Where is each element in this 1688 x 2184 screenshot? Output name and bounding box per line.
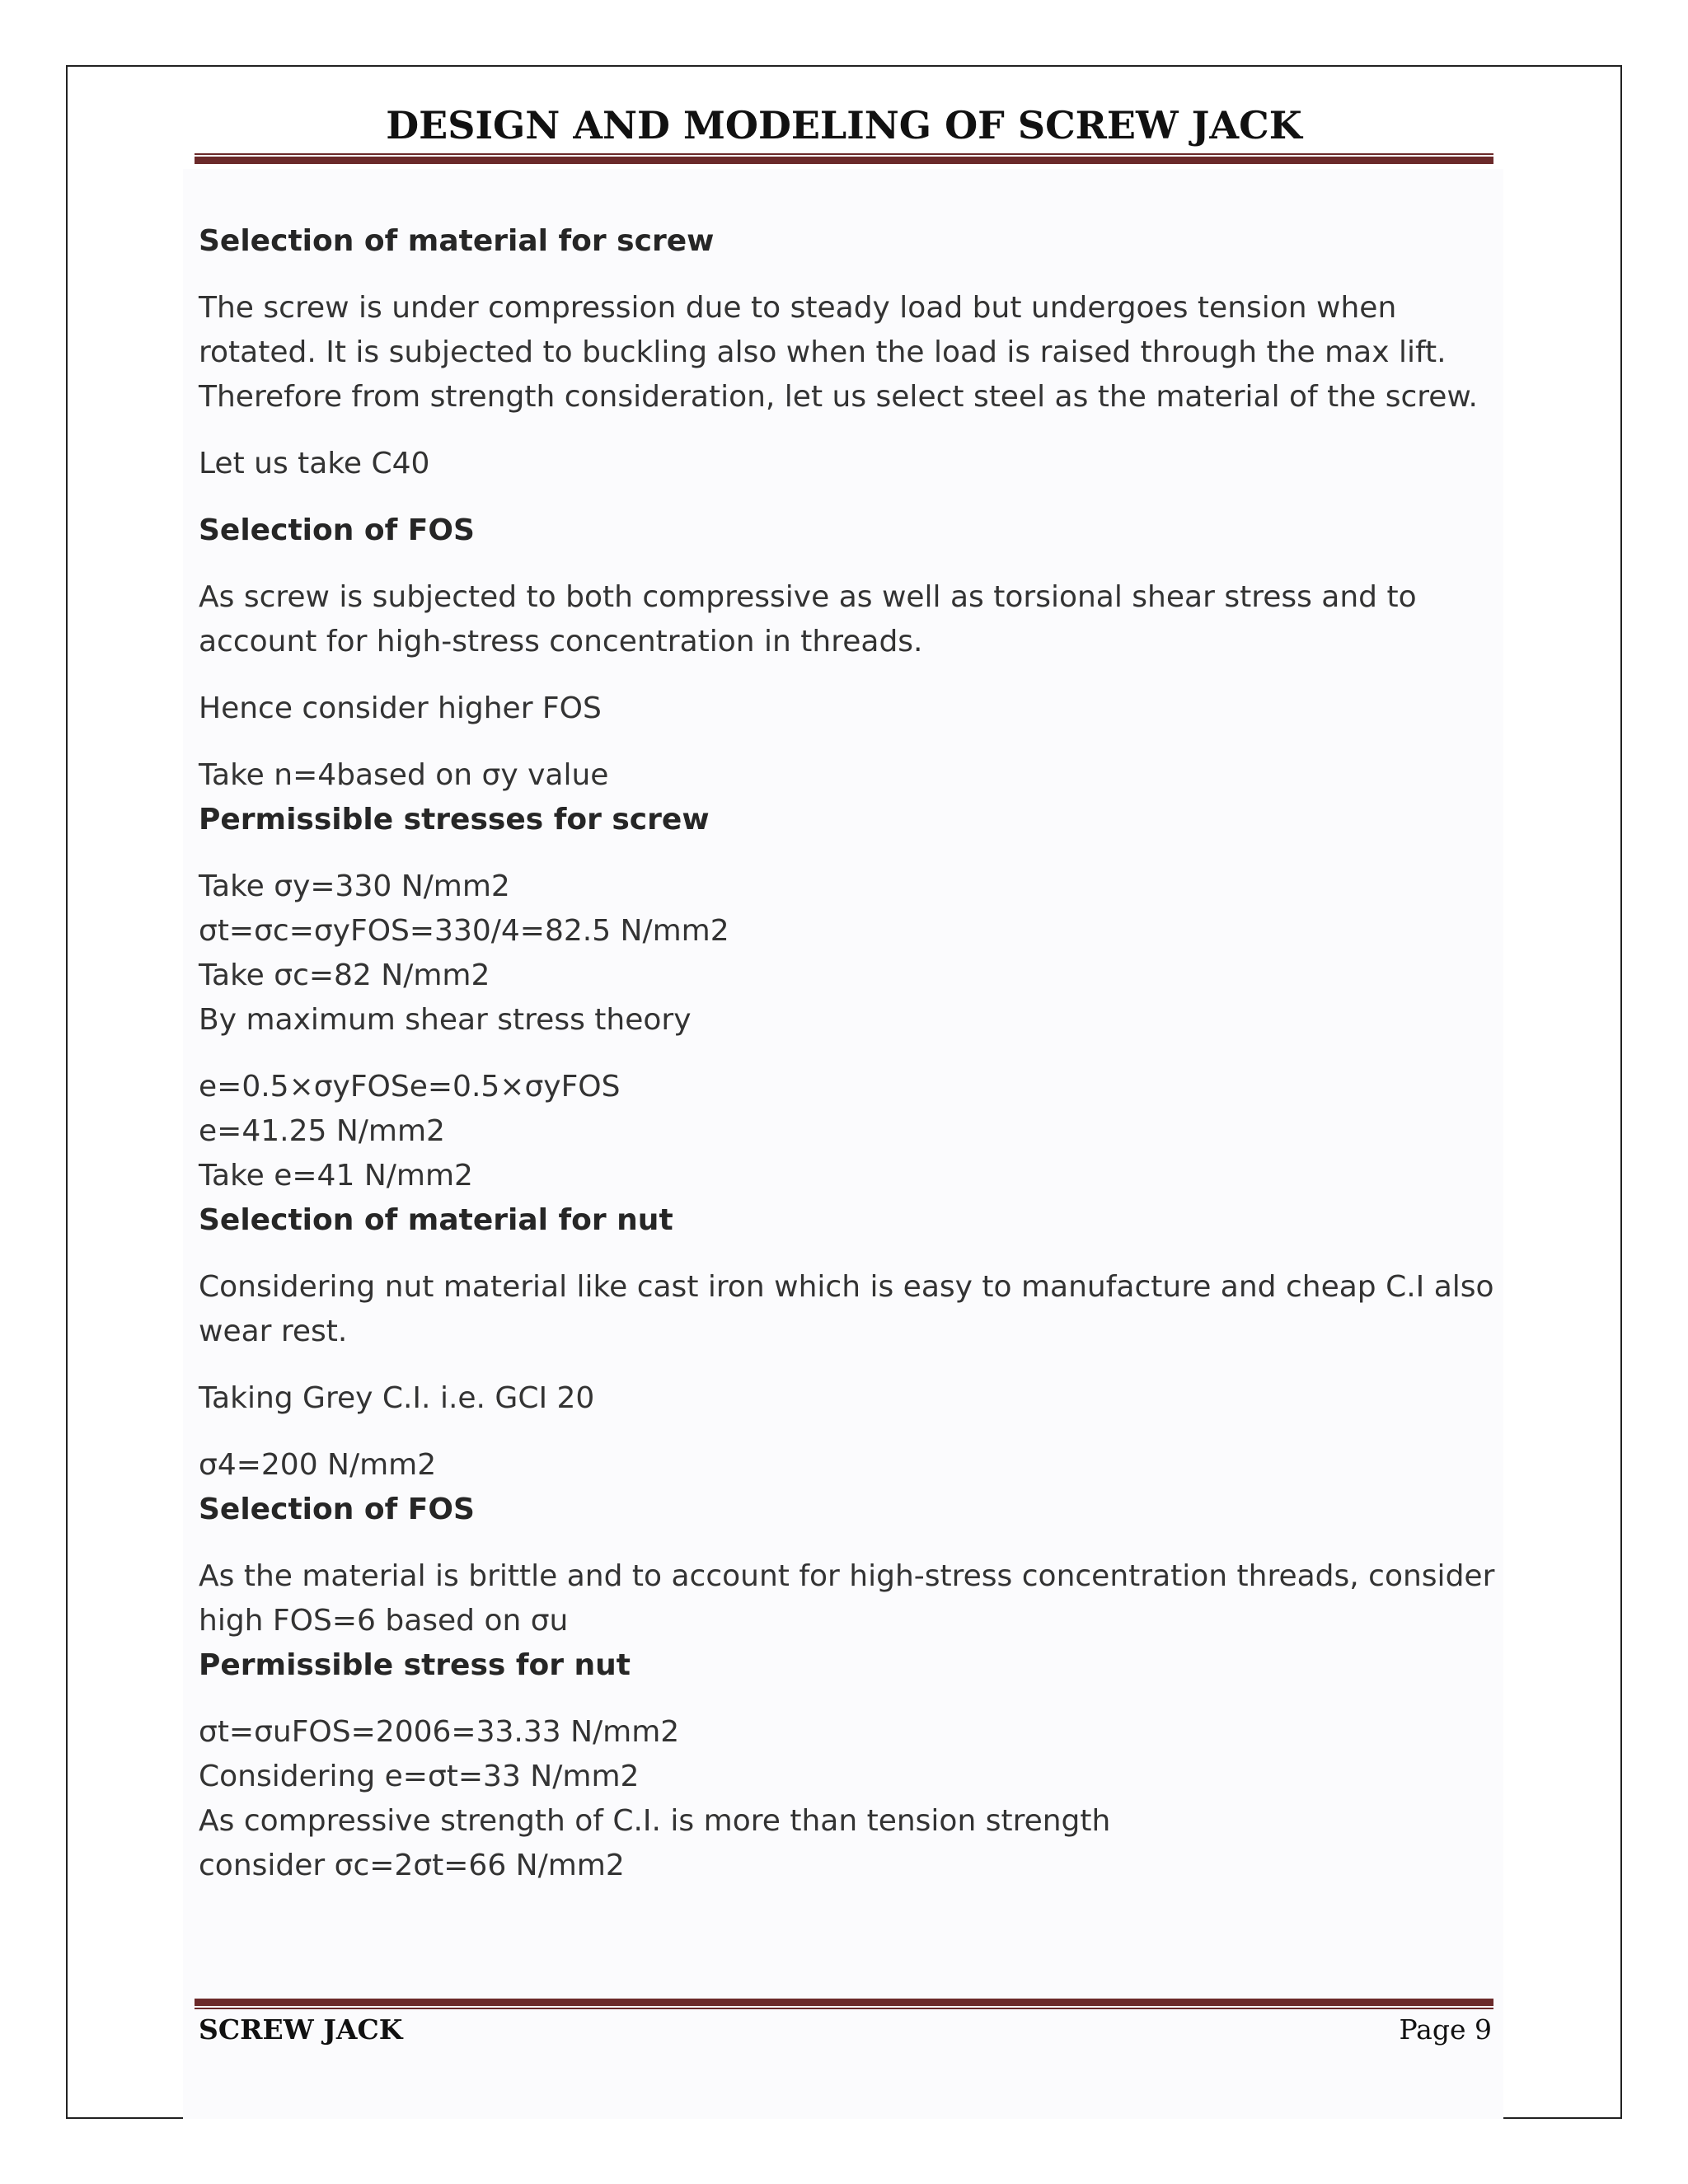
section-heading-material-nut: Selection of material for nut [199,1203,673,1237]
page-header-title: DESIGN AND MODELING OF SCREW JACK [386,103,1302,148]
section-heading-permissible-nut: Permissible stress for nut [199,1648,631,1682]
paragraph-take-n4: Take n=4based on σy value [199,758,609,792]
equation-sigma-c-nut: consider σc=2σt=66 N/mm2 [199,1849,625,1882]
equation-e-value: e=41.25 N/mm2 [199,1114,445,1148]
paragraph-take-c40: Let us take C40 [199,447,430,480]
paragraph-higher-fos: Hence consider higher FOS [199,691,602,725]
paragraph-fos-reason: As screw is subjected to both compressive as well as torsional shear stress and to account for high-stress concentration in threads. [199,580,1417,658]
paragraph-screw-compression: The screw is under compression due to steady load but undergoes tension when rotated. It is subjected to buckling also when the load is raised through the max lift. Therefore from strength consideration, let us select steel as the material of the screw. [199,291,1478,414]
equation-considering-e: Considering e=σt=33 N/mm2 [199,1760,640,1793]
footer-rule-thick [195,1999,1493,2006]
equation-sigma-t: σt=σc=σyFOS=330/4=82.5 N/mm2 [199,914,729,948]
header-rule-thick [195,157,1493,164]
paragraph-grey-ci: Taking Grey C.I. i.e. GCI 20 [199,1381,595,1415]
equation-sigma-t-nut: σt=σuFOS=2006=33.33 N/mm2 [199,1715,680,1749]
footer-rule-thin [195,2008,1493,2009]
document-body [199,219,1501,1888]
section-heading-fos: Selection of FOS [199,513,475,547]
section-heading-material-screw: Selection of material for screw [199,224,715,258]
equation-e-formula: e=0.5×σyFOSe=0.5×σyFOS [199,1070,621,1104]
paragraph-max-shear: By maximum shear stress theory [199,1003,692,1037]
header-rule-thin [195,153,1493,155]
section-heading-fos-nut: Selection of FOS [199,1493,475,1526]
section-heading-permissible-screw: Permissible stresses for screw [199,803,710,837]
page-number: Page 9 [1399,2013,1492,2046]
equation-sigma-4: σ4=200 N/mm2 [199,1448,437,1482]
paragraph-nut-material: Considering nut material like cast iron which is easy to manufacture and cheap C.I also wear rest. [199,1270,1494,1348]
paragraph-brittle: As the material is brittle and to account for high-stress concentration threads, consider high FOS=6 based on σu [199,1559,1495,1638]
equation-sigma-c: Take σc=82 N/mm2 [199,958,490,992]
equation-take-e: Take e=41 N/mm2 [199,1159,473,1193]
paragraph-compressive-strength: As compressive strength of C.I. is more than tension strength [199,1804,1111,1838]
footer-title: SCREW JACK [199,2013,403,2046]
equation-sigma-y: Take σy=330 N/mm2 [199,869,510,903]
